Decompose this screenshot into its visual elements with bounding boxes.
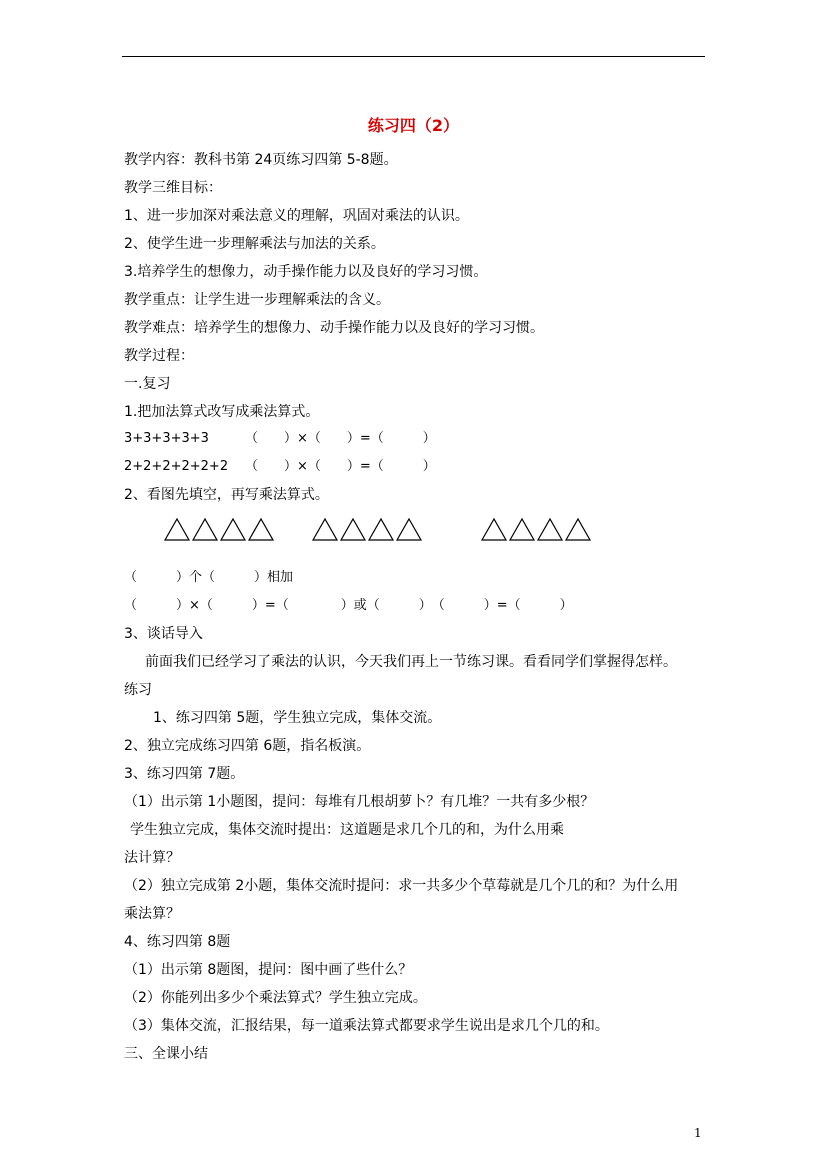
addition-expression-2: 2+2+2+2+2+2 [124,459,229,474]
practice-4-part-2: （2）你能列出多少个乘法算式？学生独立完成。 [124,990,427,1006]
fill-blank-count: （ ）个（ ）相加 [124,570,294,585]
practice-3-part-1-detail-cont: 法计算？ [124,850,180,866]
exercise-1-heading: 1.把加法算式改写成乘法算式。 [124,404,320,420]
exercise-2-heading: 2、看图先填空，再写乘法算式。 [124,487,329,503]
triangle-icon [566,519,590,540]
triangle-icon [397,519,421,540]
practice-3-part-2: （2）独立完成第 2小题，集体交流时提问：求一共多少个草莓就是几个几的和？为什么用 [124,878,679,894]
page-title: 练习四（2） [367,116,460,135]
objective-1: 1、进一步加深对乘法意义的理解，巩固对乘法的认识。 [124,208,469,224]
triangle-icon [369,519,393,540]
triangle-group-1 [163,516,275,542]
practice-item-3: 3、练习四第 7题。 [124,766,245,782]
objectives-heading: 教学三维目标： [124,180,222,196]
teaching-content: 教学内容：教科书第 24页练习四第 5-8题。 [124,152,398,168]
fill-blank-multiplication: （ ）×（ ）=（ ）或（ ） （ ）=（ ） [124,598,573,613]
triangle-icon [249,519,273,540]
practice-heading: 练习 [124,682,152,698]
triangle-icon [193,519,217,540]
objective-3: 3.培养学生的想像力，动手操作能力以及良好的学习习惯。 [124,264,488,280]
page-number: 1 [694,1126,702,1140]
objective-2: 2、使学生进一步理解乘法与加法的关系。 [124,236,385,252]
practice-3-part-1: （1）出示第 1小题图，提问：每堆有几根胡萝卜？有几堆？一共有多少根？ [124,794,595,810]
triangle-icon [165,519,189,540]
triangle-icon [221,519,245,540]
multiplication-blank-1: （ ）×（ ）=（ ） [245,431,436,446]
triangle-group-2 [311,516,423,542]
practice-3-part-1-detail: 学生独立完成，集体交流时提出：这道题是求几个几的和，为什么用乘 [130,822,564,838]
difficult-point: 教学难点：培养学生的想像力、动手操作能力以及良好的学习习惯。 [124,320,544,336]
practice-item-4: 4、练习四第 8题 [124,934,231,950]
triangle-icon [341,519,365,540]
triangle-icon [538,519,562,540]
practice-3-part-2-cont: 乘法算？ [124,906,180,922]
triangle-icon [510,519,534,540]
intro-paragraph: 前面我们已经学习了乘法的认识，今天我们再上一节练习课。看看同学们掌握得怎样。 [145,654,677,670]
process-heading: 教学过程： [124,348,194,364]
header-rule [122,56,705,57]
addition-expression-1: 3+3+3+3+3 [124,431,209,446]
triangle-group-3 [480,516,592,542]
practice-4-part-3: （3）集体交流，汇报结果，每一道乘法算式都要求学生说出是求几个几的和。 [124,1018,609,1034]
review-heading: 一.复习 [124,376,171,392]
practice-item-2: 2、独立完成练习四第 6题，指名板演。 [124,738,371,754]
triangle-icon [313,519,337,540]
summary-heading: 三、全课小结 [124,1046,208,1062]
key-point: 教学重点：让学生进一步理解乘法的含义。 [124,292,390,308]
talk-intro-heading: 3、谈话导入 [124,626,203,642]
practice-item-1: 1、练习四第 5题，学生独立完成，集体交流。 [153,710,442,726]
multiplication-blank-2: （ ）×（ ）=（ ） [245,459,436,474]
practice-4-part-1: （1）出示第 8题图，提问：图中画了些什么？ [124,962,413,978]
triangle-icon [482,519,506,540]
